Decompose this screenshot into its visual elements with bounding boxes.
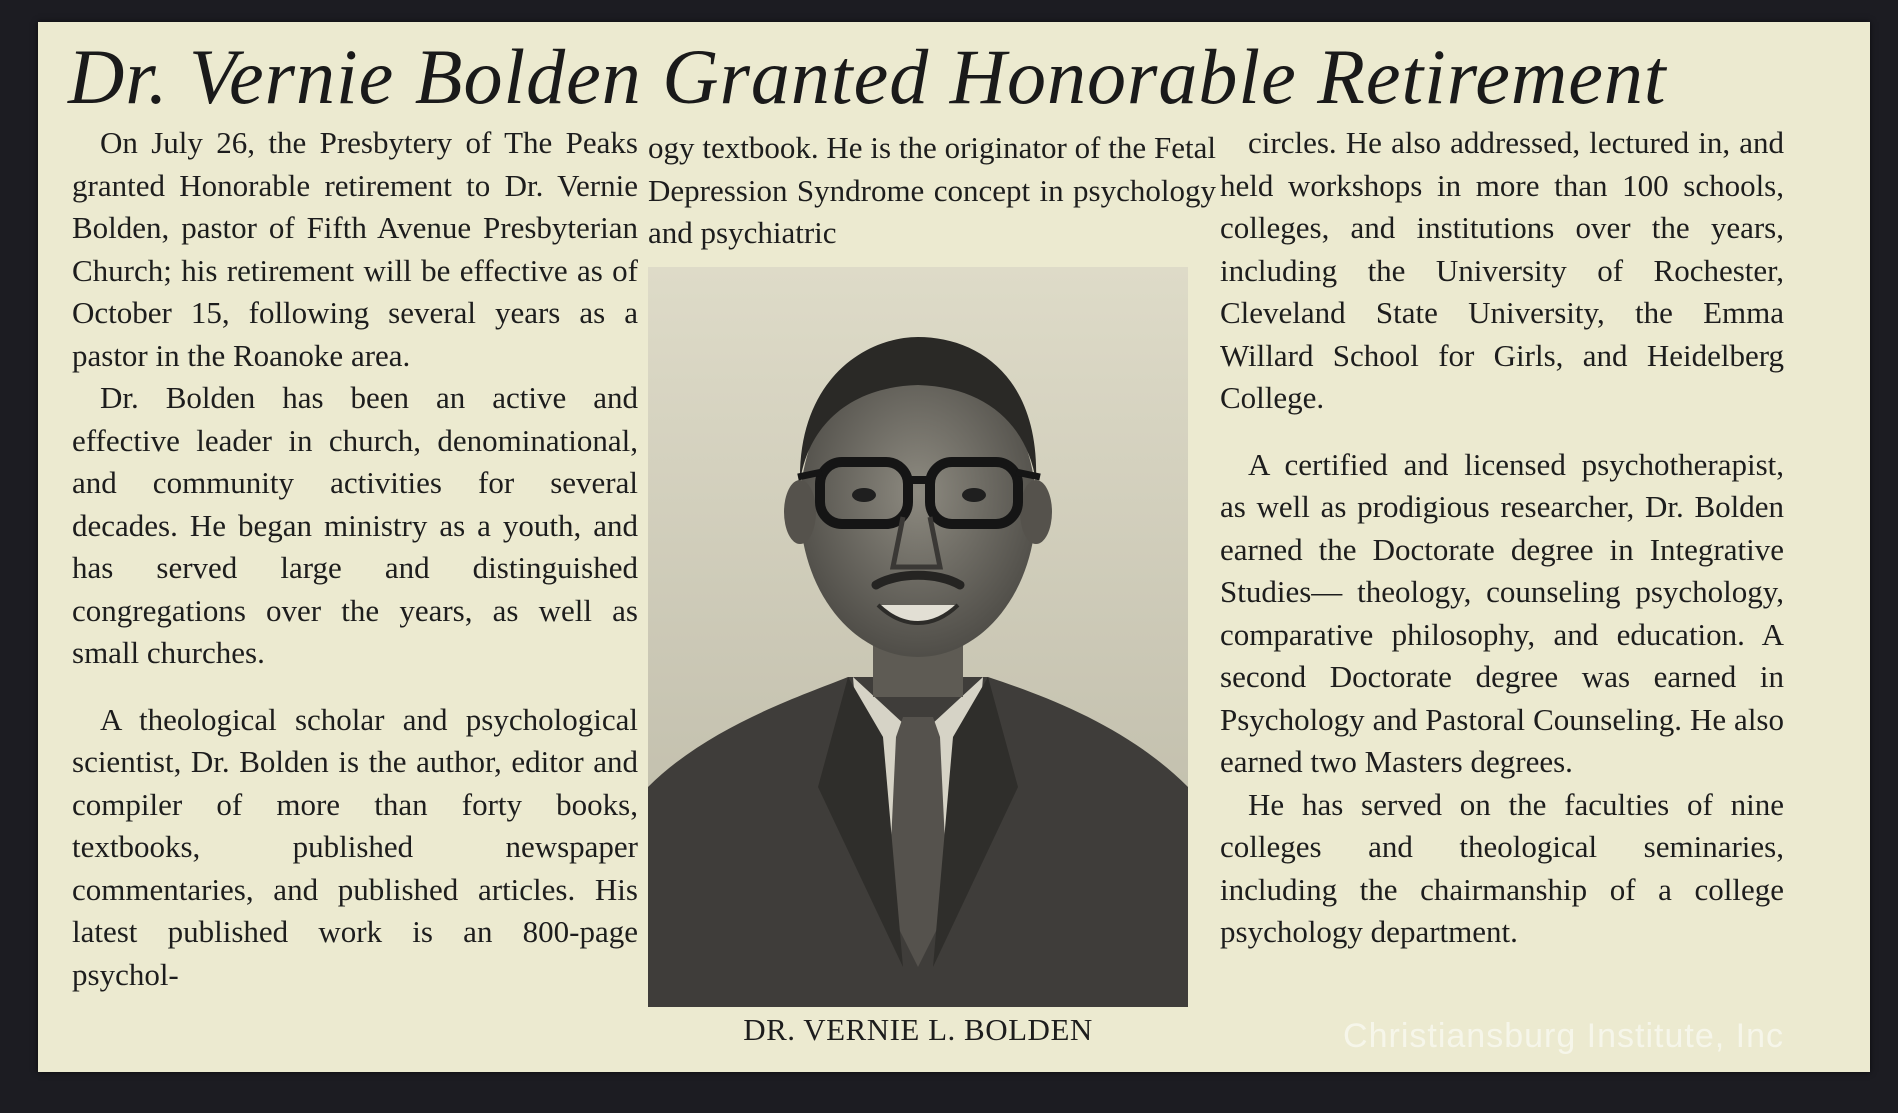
portrait-illustration bbox=[648, 267, 1188, 1007]
headline: Dr. Vernie Bolden Granted Honorable Retirement bbox=[68, 33, 1667, 120]
photo-caption: DR. VERNIE L. BOLDEN bbox=[743, 1012, 1093, 1047]
watermark: Christiansburg Institute, Inc bbox=[1343, 1017, 1784, 1055]
middle-column-text bbox=[648, 127, 1216, 255]
right-column bbox=[1220, 122, 1784, 954]
right-paragraph-3: He has served on the faculties of nine colleges and theological seminaries, including the chairmanship of a college psychology department. bbox=[1220, 786, 1784, 949]
left-paragraph-1: On July 26, the Presbytery of The Peaks granted Honorable retirement to Dr. Vernie Bolden, pastor of Fifth Avenue Presbyterian Church; his retirement will be effective as of October 15, following several years as a pastor in the Roanoke area. bbox=[72, 125, 638, 373]
left-column bbox=[72, 122, 638, 996]
right-paragraph-1: circles. He also addressed, lectured in, and held workshops in more than 100 schools, colleges, and institutions over the years, including the University of Rochester, Cleveland State University, the Emma Willard School for Girls, and Heidelberg College. bbox=[1220, 125, 1784, 415]
right-paragraph-2: A certified and licensed psychotherapist, as well as prodigious researcher, Dr. Bolden earned the Doctorate degree in Integrative Studies— theology, counseling psychology, comparative philosophy, and education. A second Doctorate degree was earned in Psychology and Pastoral Counseling. He also earned two Masters degrees. bbox=[1220, 446, 1784, 779]
middle-paragraph: ogy textbook. He is the originator of the Fetal Depression Syndrome concept in psychology and psychiatric bbox=[648, 130, 1216, 250]
portrait-photo bbox=[648, 267, 1188, 1007]
left-paragraph-3: A theological scholar and psychological scientist, Dr. Bolden is the author, editor and compiler of more than forty books, textbooks, published newspaper commentaries, and published articles. His latest published work is an 800-page psychol- bbox=[72, 701, 638, 992]
newspaper-clipping bbox=[38, 22, 1870, 1072]
left-paragraph-2: Dr. Bolden has been an active and effective leader in church, denominational, and community activities for several decades. He began ministry as a youth, and has served large and distinguished congregations over the years, as well as small churches. bbox=[72, 380, 638, 670]
